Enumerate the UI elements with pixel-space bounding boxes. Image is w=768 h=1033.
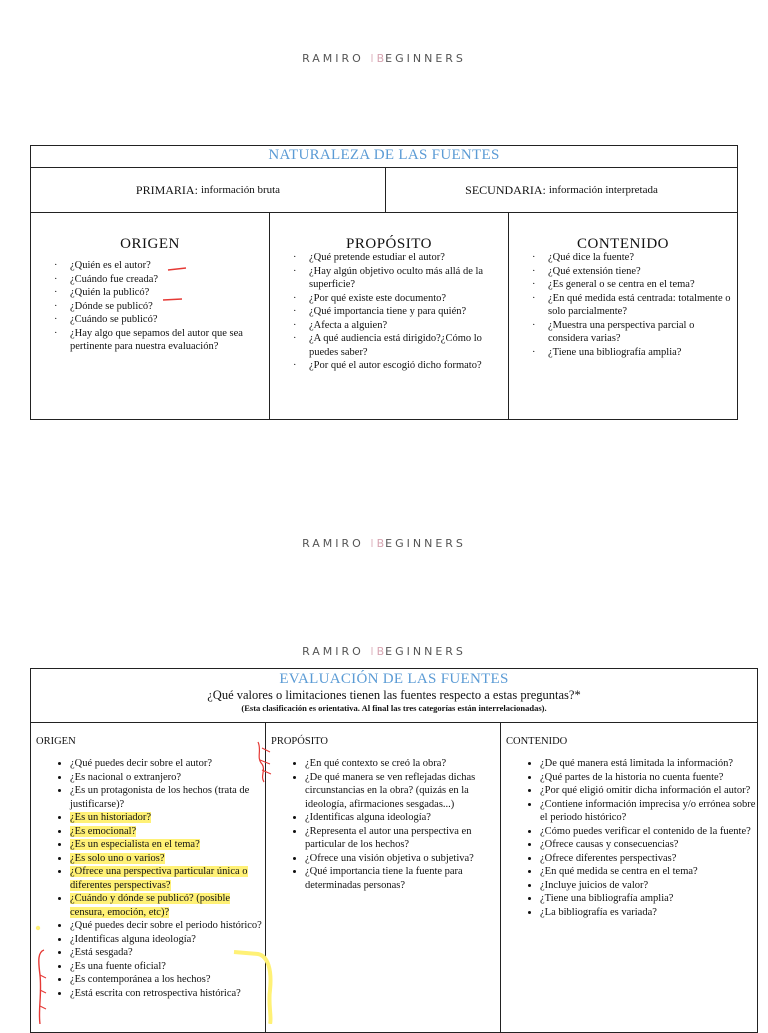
list-item: · ¿Por qué el autor escogió dicho formato? bbox=[293, 359, 507, 373]
brand-logo: RAMIRO IBEGINNERS bbox=[302, 52, 466, 65]
list-item: • ¿Qué puedes decir sobre el periodo histórico? bbox=[70, 919, 264, 933]
evaluacion-question: ¿Qué valores o limitaciones tienen las fuentes respecto a estas preguntas?* bbox=[207, 688, 581, 702]
naturaleza-title: NATURALEZA DE LAS FUENTES bbox=[31, 146, 738, 168]
brand-logo: RAMIRO IBEGINNERS bbox=[302, 537, 466, 550]
highlighter-bracket-mark bbox=[234, 952, 271, 1024]
list-item: • ¿Qué importancia tiene la fuente para determinadas personas? bbox=[305, 865, 499, 892]
proposito-eval-heading: PROPÓSITO bbox=[271, 736, 328, 747]
highlighted-text: ¿Es un especialista en el tema? bbox=[70, 839, 200, 850]
list-item: • ¿Identificas alguna ideología? bbox=[305, 811, 499, 825]
list-item: • ¿La bibliografía es variada? bbox=[540, 906, 756, 920]
list-item: • ¿Es una fuente oficial? bbox=[70, 960, 264, 974]
list-item: • ¿Cómo puedes verificar el contenido de la fuente? bbox=[540, 825, 756, 839]
list-item: • ¿Es contemporánea a los hechos? bbox=[70, 973, 264, 987]
list-item: · ¿Cuándo fue creada? bbox=[54, 273, 268, 287]
highlighted-text: ¿Cuándo y dónde se publicó? (posible censura, emoción, etc)? bbox=[70, 893, 231, 918]
list-item: • ¿Qué puedes decir sobre el autor? bbox=[70, 757, 264, 771]
highlighted-text: ¿Es un historiador? bbox=[70, 812, 152, 823]
list-item: · ¿Hay algún objetivo oculto más allá de la superficie? bbox=[293, 265, 507, 292]
list-item: · ¿Por qué existe este documento? bbox=[293, 292, 507, 306]
evaluacion-note: (Esta clasificación es orientativa. Al final las tres categorías están interrelacionadas). bbox=[241, 703, 547, 713]
brand-logo: RAMIRO IBEGINNERS bbox=[302, 645, 466, 658]
highlighted-text: ¿Ofrece una perspectiva particular única o diferentes perspectivas? bbox=[70, 866, 248, 891]
primaria-cell: PRIMARIA: información bruta bbox=[31, 168, 386, 212]
list-item: · ¿Quién la publicó? bbox=[54, 286, 268, 300]
list-item: · ¿Qué importancia tiene y para quién? bbox=[293, 305, 507, 319]
list-item: · ¿Qué dice la fuente? bbox=[532, 251, 736, 265]
list-item: · ¿Cuándo se publicó? bbox=[54, 313, 268, 327]
list-item: • ¿De qué manera se ven reflejadas dichas circunstancias en la obra? (quizás en la ideología, afirmaciones sesgadas...) bbox=[305, 771, 499, 812]
list-item: · ¿En qué medida está centrada: totalmente o solo parcialmente? bbox=[532, 292, 736, 319]
list-item: • ¿De qué manera está limitada la información? bbox=[540, 757, 756, 771]
highlighted-text: ¿Es solo uno o varios? bbox=[70, 852, 165, 864]
list-item: • ¿Contiene información imprecisa y/o errónea sobre el periodo histórico? bbox=[540, 798, 756, 825]
list-item: · ¿Hay algo que sepamos del autor que sea pertinente para nuestra evaluación? bbox=[54, 327, 268, 354]
list-item: · ¿Qué extensión tiene? bbox=[532, 265, 736, 279]
list-item: · ¿Es general o se centra en el tema? bbox=[532, 278, 736, 292]
list-item: · ¿Dónde se publicó? bbox=[54, 300, 268, 314]
list-item: · ¿Muestra una perspectiva parcial o considera varias? bbox=[532, 319, 736, 346]
list-item: • ¿En qué contexto se creó la obra? bbox=[305, 757, 499, 771]
list-item: • ¿Representa el autor una perspectiva en particular de los hechos? bbox=[305, 825, 499, 852]
highlighted-text: ¿Es emocional? bbox=[70, 825, 137, 837]
list-item: • ¿Está sesgada? bbox=[70, 946, 264, 960]
origen-eval-heading: ORIGEN bbox=[36, 736, 76, 747]
list-item: · ¿Afecta a alguien? bbox=[293, 319, 507, 333]
contenido-heading: CONTENIDO bbox=[577, 236, 669, 252]
pen-underline-mark bbox=[168, 268, 186, 270]
list-item: • ¿Ofrece una visión objetiva o subjetiva? bbox=[305, 852, 499, 866]
highlight-dot bbox=[36, 926, 40, 930]
contenido-eval-heading: CONTENIDO bbox=[506, 736, 568, 747]
list-item: • ¿Ofrece diferentes perspectivas? bbox=[540, 852, 756, 866]
list-item: • ¿Tiene una bibliografía amplia? bbox=[540, 892, 756, 906]
origen-heading: ORIGEN bbox=[120, 236, 180, 252]
list-item: • ¿Está escrita con retrospectiva histórica? bbox=[70, 987, 264, 1001]
list-item: · ¿Tiene una bibliografía amplia? bbox=[532, 346, 736, 360]
pen-scribble-mark bbox=[260, 748, 271, 774]
list-item: • ¿Ofrece causas y consecuencias? bbox=[540, 838, 756, 852]
list-item: • ¿Qué partes de la historia no cuenta fuente? bbox=[540, 771, 756, 785]
list-item: • ¿En qué medida se centra en el tema? bbox=[540, 865, 756, 879]
list-item: • ¿Incluye juicios de valor? bbox=[540, 879, 756, 893]
list-item: • ¿Es un protagonista de los hechos (trata de justificarse)? bbox=[70, 784, 264, 811]
pen-bracket-mark bbox=[39, 950, 44, 1024]
evaluacion-title: EVALUACIÓN DE LAS FUENTES bbox=[279, 671, 509, 687]
list-item: · ¿A qué audiencia está dirigido?¿Cómo lo puedes saber? bbox=[293, 332, 507, 359]
list-item: · ¿Quién es el autor? bbox=[54, 259, 268, 273]
list-item: · ¿Qué pretende estudiar el autor? bbox=[293, 251, 507, 265]
secundaria-cell: SECUNDARIA: información interpretada bbox=[465, 182, 658, 197]
list-item: • ¿Identificas alguna ideología? bbox=[70, 933, 264, 947]
list-item: • ¿Por qué eligió omitir dicha información el autor? bbox=[540, 784, 756, 798]
proposito-heading: PROPÓSITO bbox=[346, 236, 432, 252]
pen-underline-mark bbox=[163, 299, 182, 300]
list-item: • ¿Es nacional o extranjero? bbox=[70, 771, 264, 785]
